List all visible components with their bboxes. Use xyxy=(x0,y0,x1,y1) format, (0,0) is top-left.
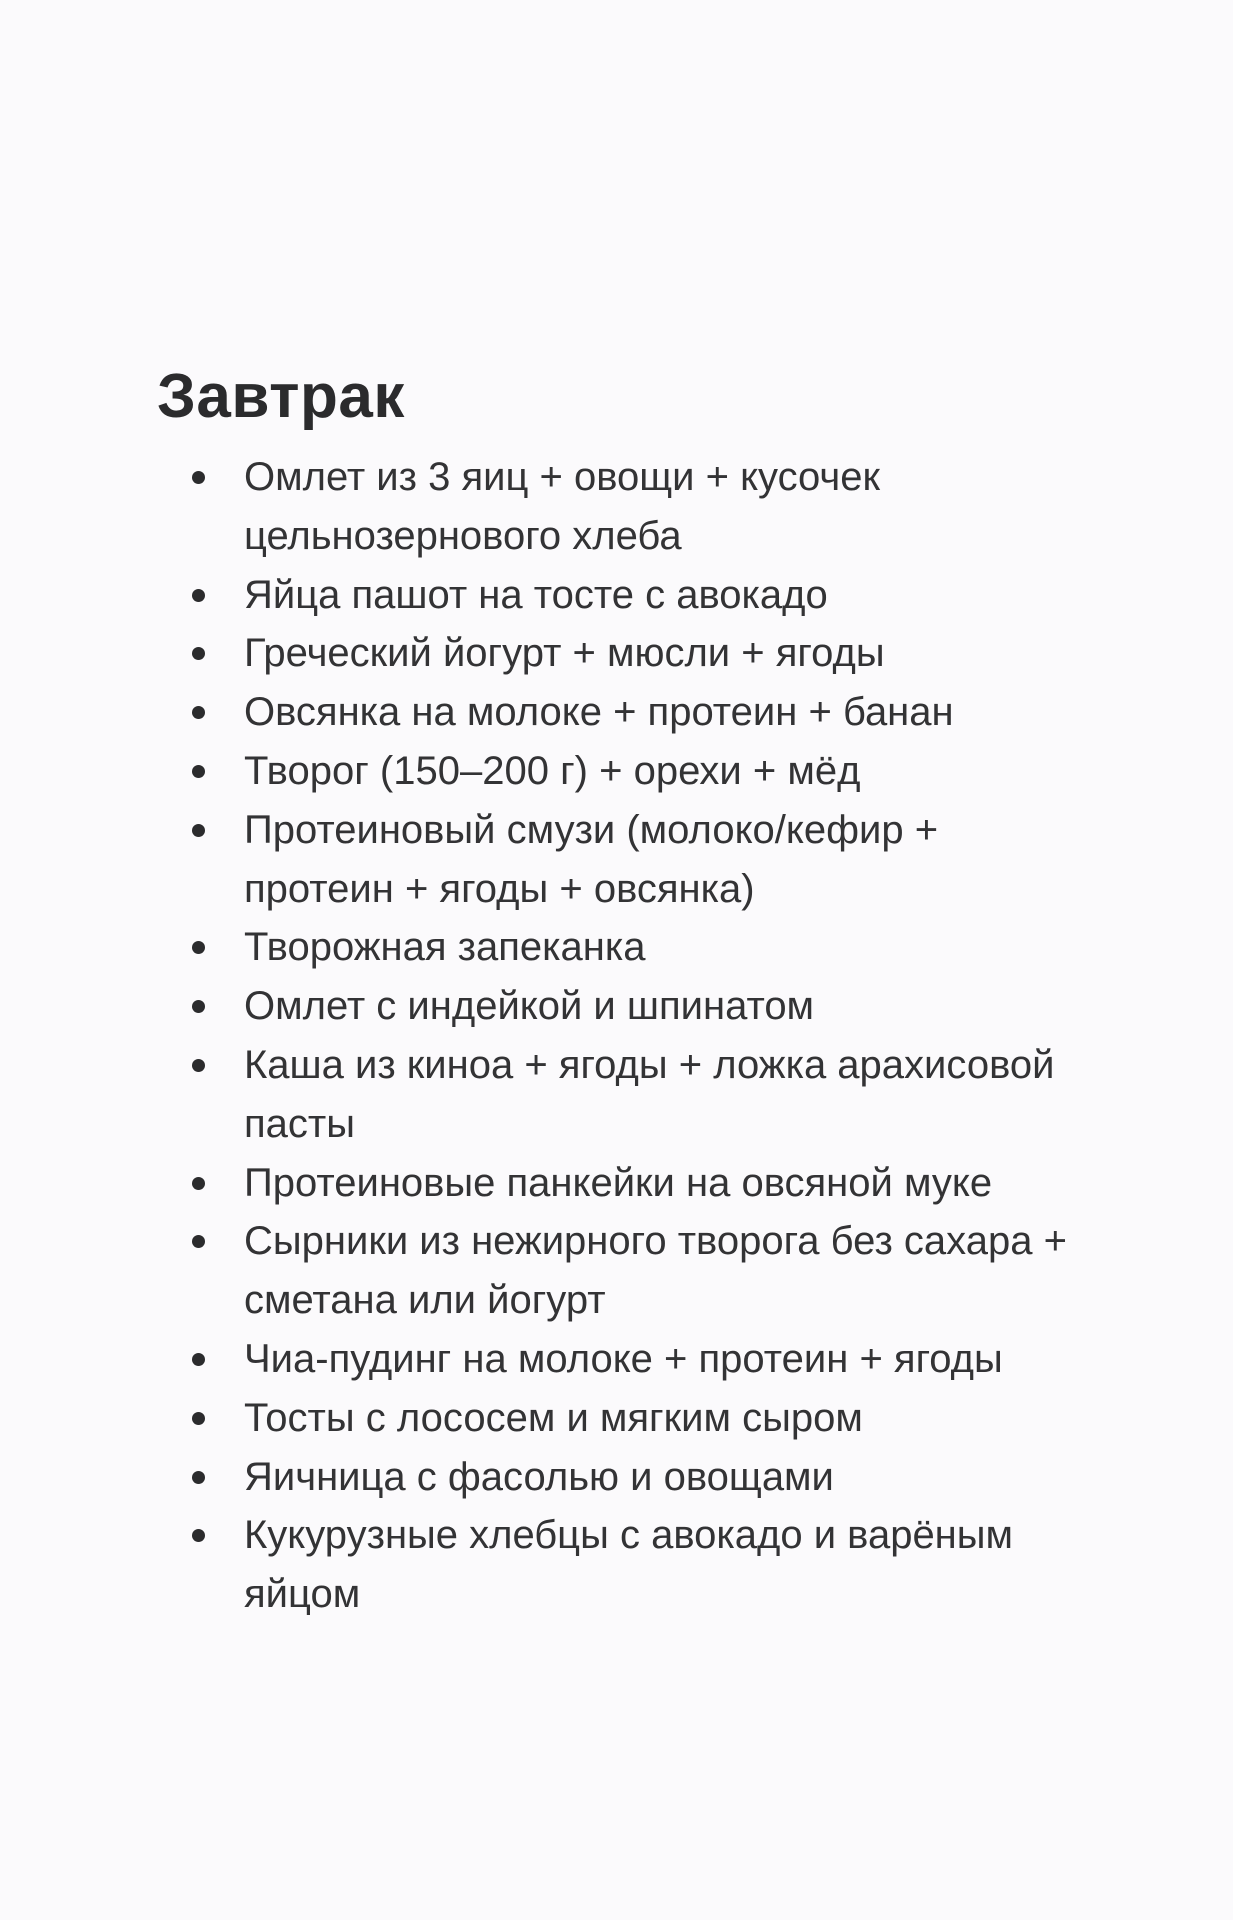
list-item-text: Греческий йогурт + мюсли + ягоды xyxy=(244,631,885,676)
breakfast-list xyxy=(157,448,1087,1624)
bullet-icon xyxy=(192,1529,205,1542)
list-item xyxy=(157,1212,1087,1330)
list-item-text: Овсянка на молоке + протеин + банан xyxy=(244,690,954,735)
list-item xyxy=(157,683,1087,742)
list-item xyxy=(157,624,1087,683)
list-item-text: Тосты с лососем и мягким сыром xyxy=(244,1395,863,1440)
bullet-icon xyxy=(192,1177,205,1190)
list-item xyxy=(157,1154,1087,1213)
list-item xyxy=(157,918,1087,977)
note-content xyxy=(157,352,1087,1624)
bullet-icon xyxy=(192,647,205,660)
list-item-text: Чиа-пудинг на молоке + протеин + ягоды xyxy=(244,1336,1003,1381)
bullet-icon xyxy=(192,1353,205,1366)
list-item-text: Сырники из нежирного творога без сахара + сметана или йогурт xyxy=(244,1219,1067,1323)
bullet-icon xyxy=(192,471,205,484)
list-item-text: Каша из киноа + ягоды + ложка арахисовой пасты xyxy=(244,1042,1055,1146)
list-item-text: Кукурузные хлебцы с авокадо и варёным яйцом xyxy=(244,1513,1014,1617)
list-item xyxy=(157,1330,1087,1389)
bullet-icon xyxy=(192,706,205,719)
section-title: Завтрак xyxy=(157,362,405,431)
bullet-icon xyxy=(192,1412,205,1425)
list-item xyxy=(157,1036,1087,1154)
bullet-icon xyxy=(192,824,205,837)
bullet-icon xyxy=(192,941,205,954)
list-item-text: Протеиновые панкейки на овсяной муке xyxy=(244,1160,993,1205)
bullet-icon xyxy=(192,1000,205,1013)
bullet-icon xyxy=(192,1235,205,1248)
bullet-icon xyxy=(192,765,205,778)
list-item-text: Яичница с фасолью и овощами xyxy=(244,1454,834,1499)
list-item xyxy=(157,1389,1087,1448)
list-item xyxy=(157,742,1087,801)
list-item-text: Омлет с индейкой и шпинатом xyxy=(244,984,815,1029)
list-item xyxy=(157,1506,1087,1624)
list-item xyxy=(157,1448,1087,1507)
list-item xyxy=(157,801,1087,919)
bullet-icon xyxy=(192,589,205,602)
list-item-text: Творог (150–200 г) + орехи + мёд xyxy=(244,748,861,793)
list-item-text: Яйца пашот на тосте с авокадо xyxy=(244,572,828,617)
list-item-text: Творожная запеканка xyxy=(244,925,646,970)
bullet-icon xyxy=(192,1471,205,1484)
list-item-text: Протеиновый смузи (молоко/кефир + протеин + ягоды + овсянка) xyxy=(244,807,939,911)
list-item xyxy=(157,566,1087,625)
list-item xyxy=(157,977,1087,1036)
list-item-text: Омлет из 3 яиц + овощи + кусочек цельнозернового хлеба xyxy=(244,455,880,558)
list-item xyxy=(157,448,1087,566)
bullet-icon xyxy=(192,1059,205,1072)
